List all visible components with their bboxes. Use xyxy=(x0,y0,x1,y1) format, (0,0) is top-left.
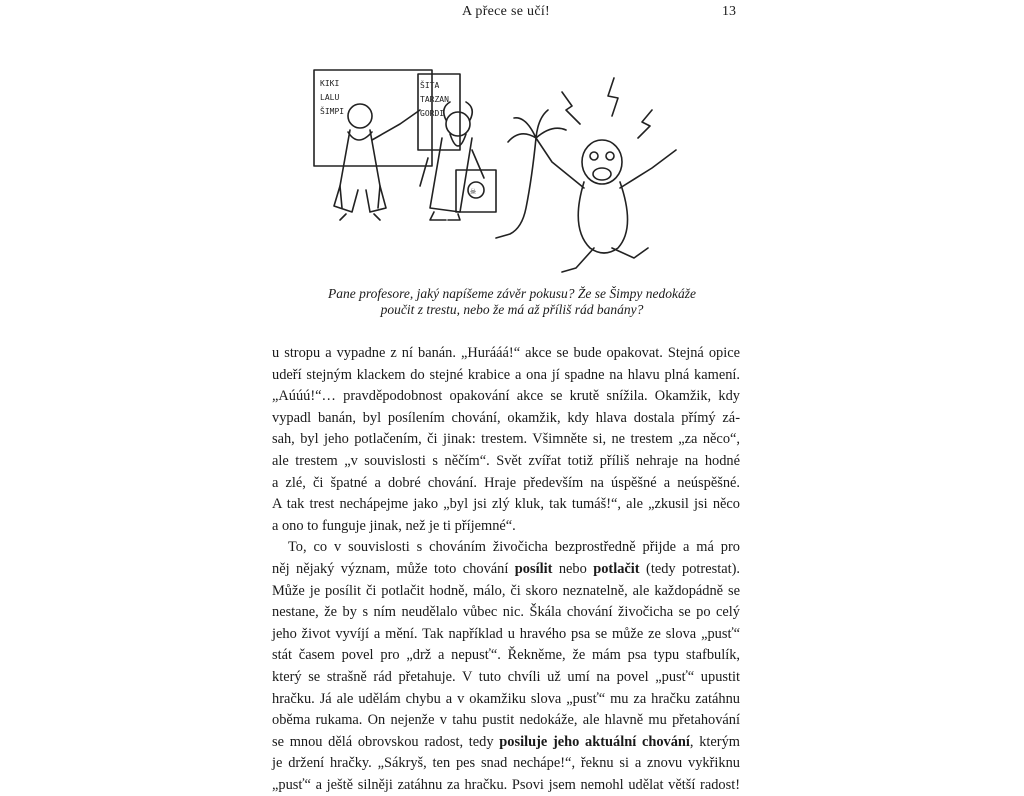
board-label-5: TARZAN xyxy=(420,95,449,104)
para1-line-9: a ono to funguje jinak, než je ti příjemné“. xyxy=(272,517,516,534)
para1-line-3: „Aúúú!“… pravděpodobnost opakování akce se krutě snížila. Okamžik, kdy xyxy=(272,388,740,405)
caption-line-1: Pane profesore, jaký napíšeme závěr pokusu? Že se Šimpy nedokáže xyxy=(328,286,696,301)
board-label-4: ŠITA xyxy=(420,81,440,90)
board-label-2: LALU xyxy=(320,93,340,102)
bold-posilit: posílit xyxy=(514,560,553,577)
para1-line-6: ale trestem „v souvislosti s něčím“. Svět zvířat totiž příliš nehraje na hodné xyxy=(272,452,740,469)
para2-line-12: „pusť“ a ještě silněji zatáhnu za hračku. Psovi jsem nemohl udělat větší radost! xyxy=(272,776,740,793)
board-label-3: ŠIMPI xyxy=(320,107,345,116)
bold-potlacit: potlačit xyxy=(593,560,640,577)
para1-line-7: a zlé, či špatné a dobré chování. Hraje především na úspěšné a neúspěšné. xyxy=(272,474,740,491)
body-text xyxy=(272,343,740,796)
para1-line-4: vypadl banán, byl posílením chování, okamžik, kdy hlava dostala přímý zá- xyxy=(272,409,740,426)
para2-line-2: něj nějaký význam, může toto chování posílit nebo potlačit (tedy potrestat). xyxy=(272,560,740,577)
para1-line-5: sah, byl jeho potlačením, či jinak: trestem. Všimněte si, ne trestem „za něco“, xyxy=(272,431,740,448)
para2-line-4: nestane, že by s ním neudělalo vůbec nic. Škála chování živočicha se po celý xyxy=(272,604,740,621)
para2-line-5: jeho život vyvíjí a mění. Tak například u hravého psa se může ze slova „pusť“ xyxy=(272,625,740,642)
board-label-1: KIKI xyxy=(320,79,340,88)
board-label-6: GORDI xyxy=(420,109,445,118)
bag-label: ☠ xyxy=(470,186,477,197)
para1-line-1: u stropu a vypadne z ní banán. „Hurááá!“ akce se bude opakovat. Stejná opice xyxy=(272,345,740,361)
palm-tree xyxy=(496,110,566,238)
para2-line-10: se mnou dělá obrovskou radost, tedy posiluje jeho aktuální chování, kterým xyxy=(272,733,740,750)
scientist-figure xyxy=(334,104,420,220)
figure-caption xyxy=(300,286,724,318)
cartoon-illustration xyxy=(300,58,720,280)
page-number: 13 xyxy=(722,4,736,19)
para1-line-8: A tak trest nechápejme jako „byl jsi zlý kluk, tak tumáš!“, ale „zkusil jsi něco xyxy=(272,496,740,513)
para2-line-1: To, co v souvislosti s chováním živočicha bezprostředně přijde a má pro xyxy=(288,539,740,556)
para2-line-7: který se strašně rád přetahuje. V tuto chvíli už umí na povel „pusť“ upustit xyxy=(272,668,740,685)
running-header xyxy=(272,4,740,24)
bold-posiluje: posiluje jeho aktuální chování xyxy=(499,733,690,750)
chapter-title: A přece se učí! xyxy=(461,4,551,19)
para2-line-9: oběma rukama. On nejenže v tahu pustit nedokáže, ale hlavně mu přetahování xyxy=(272,712,740,729)
chimp-figure xyxy=(536,78,676,272)
para2-line-6: stát časem povel pro „drž a nepusť“. Řekněme, že mám psa typu stafbulík, xyxy=(272,647,740,664)
para2-line-8: hračku. Já ale udělám chybu a v okamžiku slova „pusť“ mu za hračku zatáhnu xyxy=(272,690,740,707)
para2-line-3: Může je posílit či potlačit hodně, málo, či skoro neznatelně, ale každopádně se xyxy=(272,582,740,599)
caption-line-2: poučit z trestu, nebo že má až příliš rád banány? xyxy=(380,302,644,317)
para1-line-2: udeří stejným klackem do stejné krabice a ona jí spadne na hlavu plná kamení. xyxy=(272,366,740,383)
para2-line-11: je držení hračky. „Sákryš, ten pes snad nechápe!“, řeknu si a znovu vykřiknu xyxy=(272,755,740,772)
